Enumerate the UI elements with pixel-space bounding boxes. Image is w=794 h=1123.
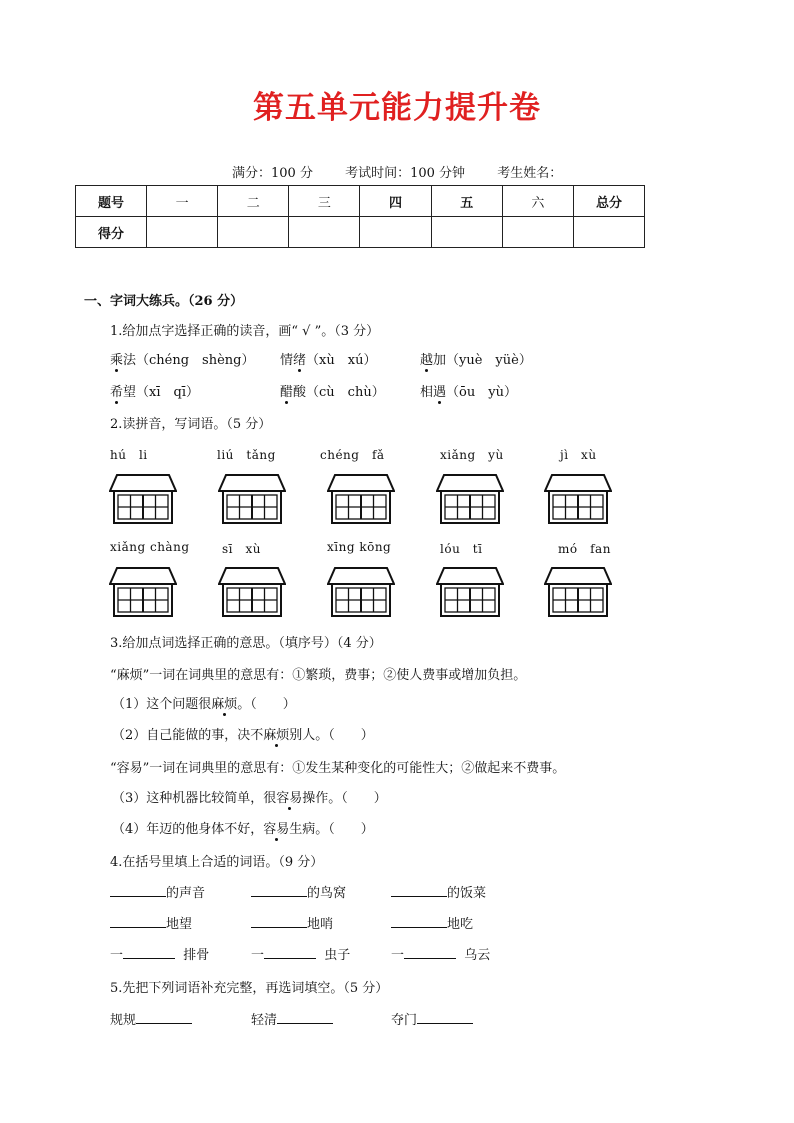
writing-grid-icon[interactable]: [544, 567, 612, 617]
q3-definition: “容易”一词在词典里的意思有：①发生某种变化的可能性大；②做起来不费事。: [110, 761, 566, 776]
q1-item: 相遇（ōu yù）: [420, 385, 517, 400]
writing-grid-icon[interactable]: [436, 474, 504, 524]
score-header-cell: 题号: [76, 186, 147, 217]
score-header-cell: 五: [431, 186, 502, 217]
score-input-cell[interactable]: [289, 217, 360, 248]
q4-fill-item[interactable]: 地哨: [251, 913, 333, 932]
pinyin-label: xīng kōng: [327, 540, 392, 554]
writing-grid-icon[interactable]: [544, 474, 612, 524]
score-header-cell: 一: [147, 186, 218, 217]
score-table: [75, 185, 645, 248]
q1-item: 希望（xī qī）: [110, 385, 199, 400]
q5-prompt: 5.先把下列词语补充完整，再选词填空。（5 分）: [110, 981, 389, 996]
writing-grid-icon[interactable]: [109, 474, 177, 524]
pinyin-label: liú tǎng: [217, 448, 276, 462]
pinyin-label: jì xù: [560, 448, 597, 462]
score-input-cell[interactable]: [360, 217, 431, 248]
q3-definition: “麻烦”一词在词典里的意思有：①繁琐，费事；②使人费事或增加负担。: [110, 668, 527, 683]
q1-prompt: 1.给加点字选择正确的读音，画“ √ ”。（3 分）: [110, 324, 380, 339]
pinyin-label: chéng fǎ: [320, 448, 385, 462]
score-input-cell[interactable]: [574, 217, 645, 248]
score-input-cell[interactable]: [502, 217, 573, 248]
q3-prompt: 3.给加点词选择正确的意思。（填序号）（4 分）: [110, 636, 382, 651]
pinyin-label: sī xù: [222, 542, 261, 556]
student-name-label: 考生姓名：: [497, 166, 563, 181]
pinyin-label: lóu tī: [440, 542, 483, 556]
writing-grid-icon[interactable]: [436, 567, 504, 617]
score-input-cell[interactable]: [218, 217, 289, 248]
q4-fill-item[interactable]: 一 排骨: [110, 948, 210, 963]
score-header-cell: 二: [218, 186, 289, 217]
q3-sentence: （1）这个问题很麻烦。（ ）: [112, 697, 296, 712]
q4-fill-item[interactable]: 的鸟窝: [251, 882, 346, 901]
writing-grid-icon[interactable]: [218, 567, 286, 617]
writing-grid-icon[interactable]: [109, 567, 177, 617]
score-table-score-row: [76, 217, 645, 248]
q4-fill-item[interactable]: 地望: [110, 913, 192, 932]
score-input-cell[interactable]: [147, 217, 218, 248]
score-table-header-row: [76, 186, 645, 217]
q3-sentence: （2）自己能做的事，决不麻烦别人。（ ）: [112, 728, 374, 743]
q3-sentence: （3）这种机器比较简单，很容易操作。（ ）: [112, 791, 387, 806]
q5-word-item[interactable]: 规规: [110, 1009, 192, 1028]
q4-fill-item[interactable]: 地吃: [391, 913, 473, 932]
q4-prompt: 4.在括号里填上合适的词语。（9 分）: [110, 855, 324, 870]
pinyin-label: xiǎng yù: [440, 448, 504, 462]
section-heading: 一、字词大练兵。（26 分）: [84, 294, 244, 309]
q3-sentence: （4）年迈的他身体不好，容易生病。（ ）: [112, 822, 374, 837]
q5-word-item[interactable]: 夺门: [391, 1009, 473, 1028]
page-title: 第五单元能力提升卷: [253, 90, 541, 126]
q5-word-item[interactable]: 轻清: [251, 1009, 333, 1028]
q4-fill-item[interactable]: 的声音: [110, 882, 205, 901]
q4-fill-item[interactable]: 的饭菜: [391, 882, 486, 901]
q1-item: 乘法（chéng shèng）: [110, 353, 255, 368]
exam-time: 考试时间：100 分钟: [345, 166, 466, 181]
pinyin-label: hú li: [110, 448, 148, 462]
q1-item: 情绪（xù xú）: [280, 353, 377, 368]
score-header-cell: 总分: [574, 186, 645, 217]
q4-fill-item[interactable]: 一 虫子: [251, 948, 351, 963]
score-header-cell: 四: [360, 186, 431, 217]
score-row-label: 得分: [76, 217, 147, 248]
q1-item: 醋酸（cù chù）: [280, 385, 385, 400]
score-header-cell: 三: [289, 186, 360, 217]
exam-meta: [232, 162, 590, 181]
writing-grid-icon[interactable]: [327, 474, 395, 524]
pinyin-label: mó fan: [558, 542, 611, 556]
writing-grid-icon[interactable]: [218, 474, 286, 524]
q2-prompt: 2.读拼音，写词语。（5 分）: [110, 417, 272, 432]
score-input-cell[interactable]: [431, 217, 502, 248]
writing-grid-icon[interactable]: [327, 567, 395, 617]
full-score: 满分：100 分: [232, 166, 313, 181]
pinyin-label: xiǎng chàng: [110, 540, 190, 554]
q4-fill-item[interactable]: 一 乌云: [391, 948, 491, 963]
score-header-cell: 六: [502, 186, 573, 217]
q1-item: 越加（yuè yüè）: [420, 353, 532, 368]
